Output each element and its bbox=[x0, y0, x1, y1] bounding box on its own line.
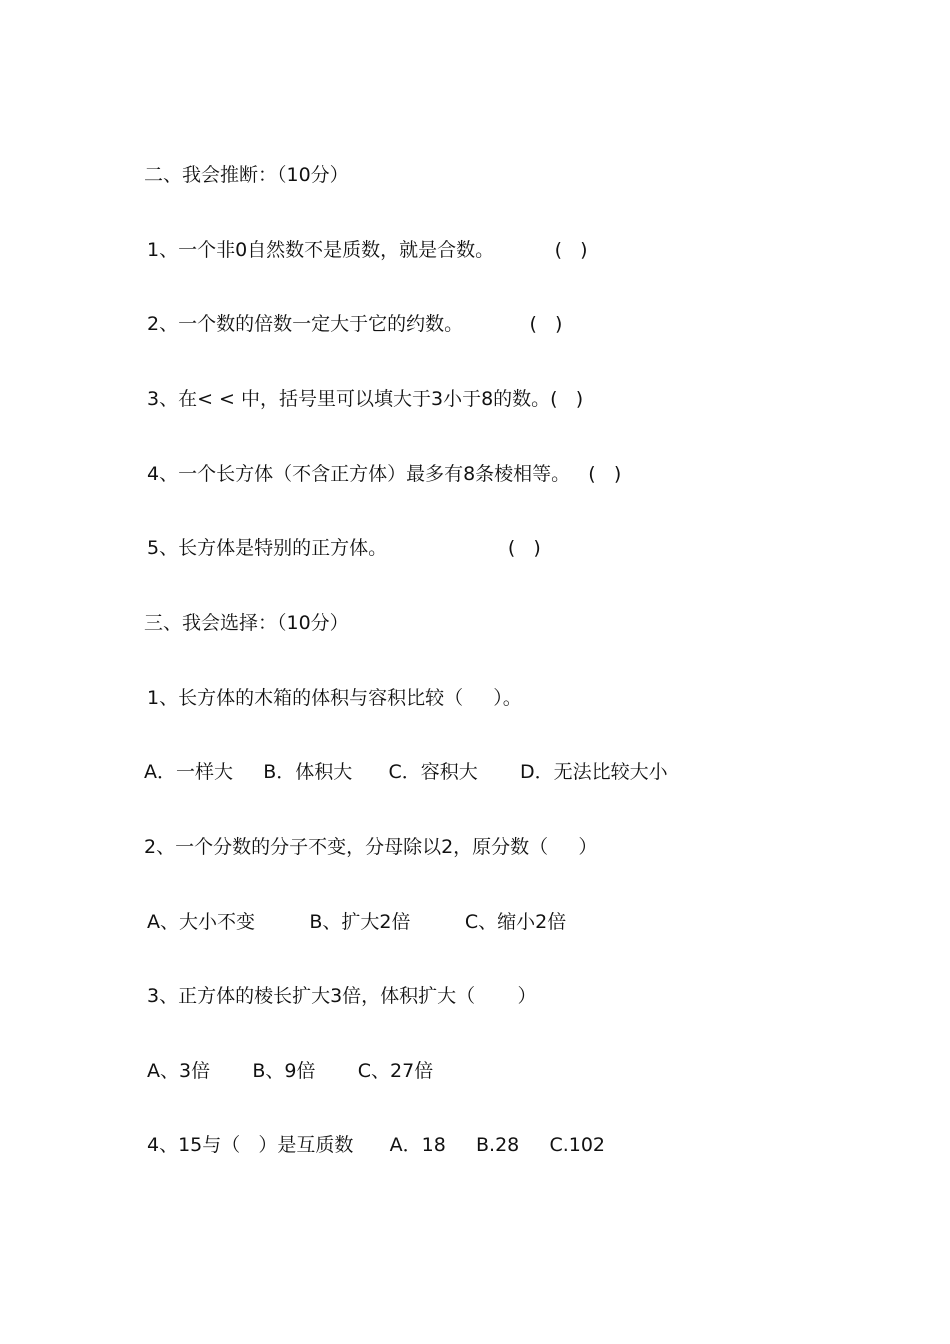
choice-question-2-options: A、大小不变 B、扩大2倍 C、缩小2倍 bbox=[147, 911, 567, 933]
section-2-heading: 二、我会推断：（10分） bbox=[144, 164, 349, 186]
choice-question-1: 1、长方体的木箱的体积与容积比较（ ）。 bbox=[147, 687, 522, 709]
judgment-item-3: 3、在< < 中，括号里可以填大于3小于8的数。( ) bbox=[147, 388, 584, 410]
choice-question-1-options: A．一样大 B．体积大 C．容积大 D．无法比较大小 bbox=[144, 761, 668, 783]
judgment-item-4: 4、一个长方体（不含正方体）最多有8条棱相等。 ( ) bbox=[147, 463, 622, 485]
choice-question-4: 4、15与（ ）是互质数 A．18 B.28 C.102 bbox=[147, 1134, 606, 1156]
choice-question-3: 3、正方体的棱长扩大3倍，体积扩大（ ） bbox=[147, 985, 537, 1007]
section-3-heading: 三、我会选择：（10分） bbox=[144, 612, 349, 634]
judgment-item-1: 1、一个非0自然数不是质数，就是合数。 ( ) bbox=[147, 239, 588, 261]
judgment-item-5: 5、长方体是特别的正方体。 ( ) bbox=[147, 537, 541, 559]
choice-question-2: 2、一个分数的分子不变，分母除以2，原分数（ ） bbox=[144, 836, 598, 858]
choice-question-3-options: A、3倍 B、9倍 C、27倍 bbox=[147, 1060, 434, 1082]
judgment-item-2: 2、一个数的倍数一定大于它的约数。 ( ) bbox=[147, 313, 563, 335]
